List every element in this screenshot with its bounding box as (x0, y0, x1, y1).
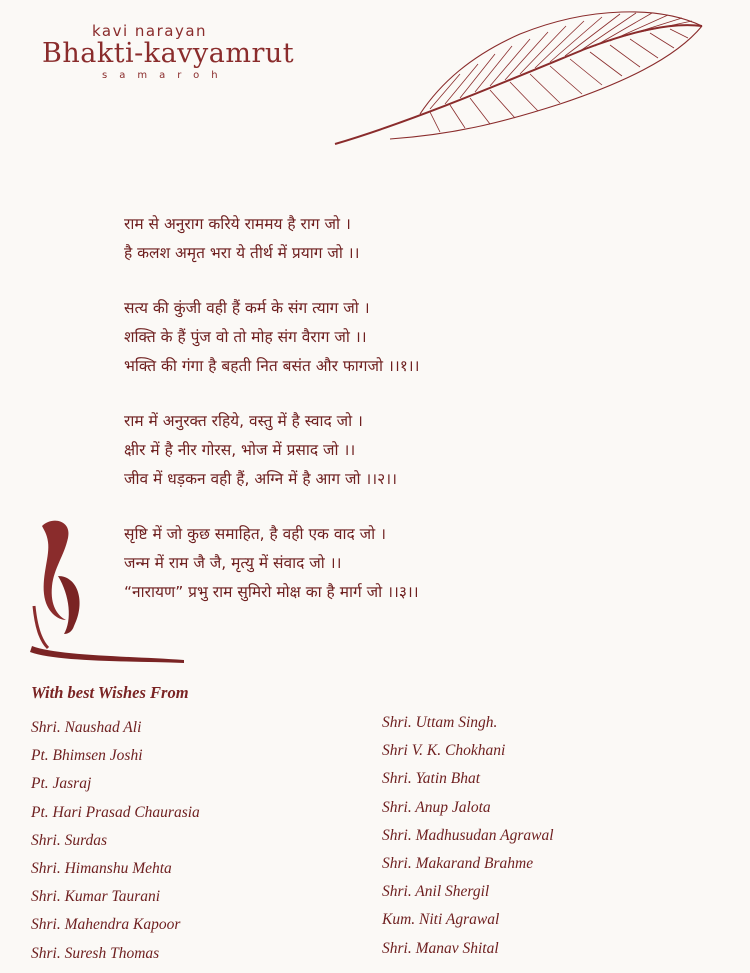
poem-line: “नारायण” प्रभु राम सुमिरो मोक्ष का है मार्ग जो ।।३।। (124, 583, 419, 601)
list-item: Shri. Kumar Taurani (31, 888, 161, 906)
feather-icon (330, 4, 710, 154)
list-item: Shri. Himanshu Mehta (31, 859, 172, 877)
poem-line: सृष्टि में जो कुछ समाहित, है वही एक वाद जो । (124, 525, 386, 543)
list-item: Shri. Manav Shital (382, 939, 499, 957)
list-item: Shri. Uttam Singh. (382, 714, 498, 731)
logo-bottom-line: samaroh (102, 70, 230, 81)
poem-line: शक्ति के हैं पुंज वो तो मोह संग वैराग जो ।। (124, 328, 367, 346)
wishes-heading: With best Wishes From (31, 683, 189, 702)
poem-line: जीव में धड़कन वही हैं, अग्नि में है आग जो ।।२।। (124, 470, 397, 488)
poem-stanza (124, 520, 644, 607)
list-item: Shri. Surdas (31, 831, 108, 849)
list-item: Shri. Naushad Ali (31, 719, 142, 736)
list-item: Shri. Yatin Bhat (382, 770, 481, 788)
poem-line: क्षीर में है नीर गोरस, भोज में प्रसाद जो ।। (124, 441, 356, 459)
decorative-ornament-icon (28, 516, 188, 666)
list-item: Pt. Hari Prasad Chaurasia (31, 803, 200, 821)
wishes-column-right (382, 709, 554, 963)
list-item: Pt. Jasraj (31, 775, 92, 793)
list-item: Shri. Madhusudan Agrawal (382, 826, 554, 844)
poem-line: भक्ति की गंगा है बहती नित बसंत और फागजो ।।१।। (124, 357, 420, 375)
poem-line: राम से अनुराग करिये राममय है राग जो । (124, 215, 351, 233)
list-item: Shri. Anil Shergil (382, 883, 490, 901)
logo-top-line: kavi narayan (92, 22, 208, 40)
list-item: Shri. Suresh Thomas (31, 944, 160, 962)
poem (124, 210, 644, 633)
list-item: Shri. Makarand Brahme (382, 854, 534, 872)
poem-stanza (124, 407, 644, 494)
poem-line: है कलश अमृत भरा ये तीर्थ में प्रयाग जो ।। (124, 244, 360, 262)
list-item: Shri V. K. Chokhani (382, 742, 506, 760)
logo-main-text: Bhakti-kavyamrut (42, 38, 295, 69)
poem-line: राम में अनुरक्त रहिये, वस्तु में है स्वाद जो । (124, 412, 363, 430)
wishes-column-left (31, 714, 200, 968)
poem-stanza (124, 210, 644, 268)
list-item: Kum. Niti Agrawal (382, 911, 500, 929)
list-item: Pt. Bhimsen Joshi (31, 747, 143, 765)
poem-line: जन्म में राम जै जै, मृत्यु में संवाद जो ।। (124, 554, 342, 572)
list-item: Shri. Anup Jalota (382, 798, 491, 816)
poem-stanza (124, 294, 644, 381)
poem-line: सत्य की कुंजी वही हैं कर्म के संग त्याग जो । (124, 299, 370, 317)
list-item: Shri. Mahendra Kapoor (31, 916, 181, 934)
